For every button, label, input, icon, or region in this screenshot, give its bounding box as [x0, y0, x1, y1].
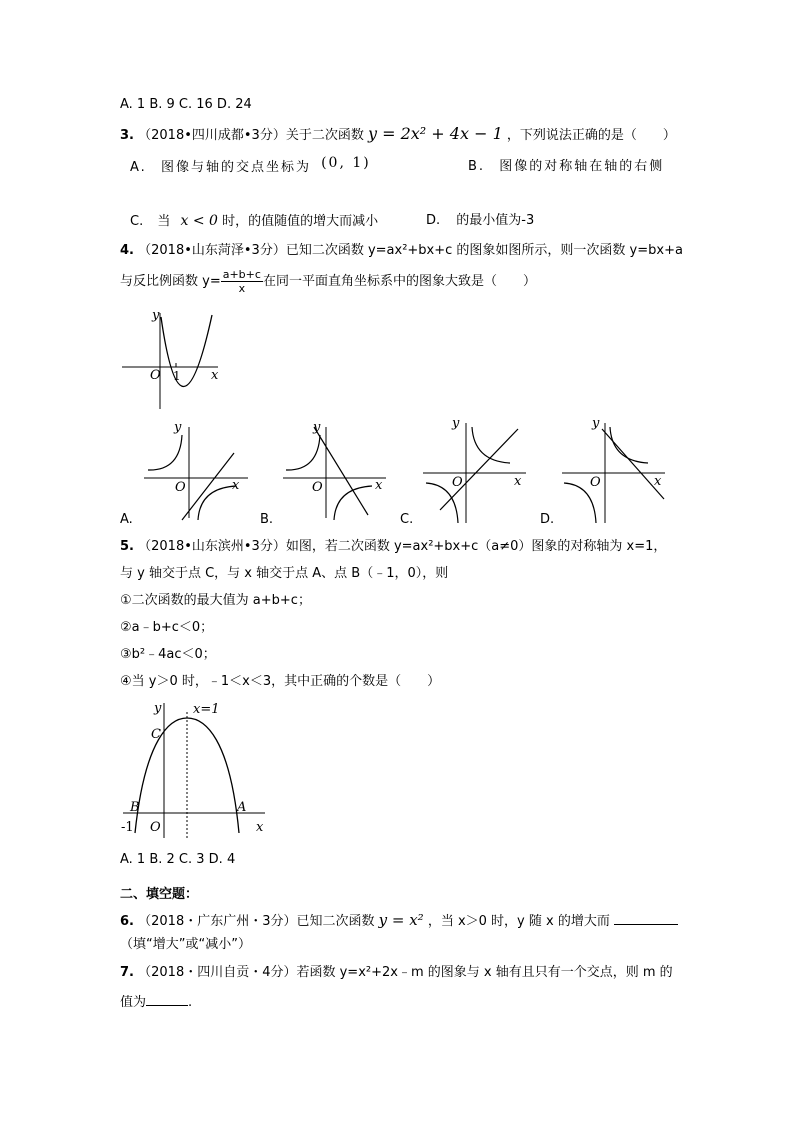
- section-title: 二、填空题：: [120, 887, 199, 902]
- option-c-graph: [423, 416, 526, 523]
- svg-text:y: y: [174, 420, 182, 435]
- svg-text:O: O: [590, 475, 601, 490]
- x-label: x: [256, 820, 264, 835]
- q6-line1: [120, 911, 678, 931]
- symmetry-label: x=1: [193, 702, 220, 717]
- q7-line2-post: .: [188, 995, 193, 1010]
- svg-text:O: O: [452, 475, 463, 490]
- q4-fraction: [221, 268, 263, 295]
- q5-line1-text: （2018•山东滨州•3分）如图，若二次函数 y=ax²+bx+c（a≠0）图象的对称轴为 x=1，: [138, 539, 667, 554]
- q4-option-b-label: B.: [260, 512, 274, 527]
- y-label: y: [152, 308, 160, 323]
- q6-number: 6.: [120, 914, 134, 929]
- svg-text:x: x: [654, 474, 662, 489]
- svg-text:x: x: [375, 478, 383, 493]
- q3-option-c-math: x < 0: [180, 213, 218, 229]
- q4-option-graphs: [118, 415, 678, 530]
- tick-one-label: 1: [173, 369, 181, 383]
- q3-option-b: [468, 158, 664, 176]
- q4-line2-post: 在同一平面直角坐标系中的图象大致是（ ）: [262, 274, 536, 289]
- q6-answer-blank[interactable]: [614, 924, 678, 925]
- q3-option-b-label: B.: [468, 159, 486, 174]
- q3-option-c-text: 时，的值随值的增大而减小: [222, 214, 379, 229]
- q7-line1: [120, 964, 673, 982]
- q5-parabola-graph: [115, 698, 275, 840]
- point-b-label: B: [130, 800, 140, 815]
- q5-statement-3: ③b²﹣4ac＜0；: [120, 647, 216, 662]
- q3-number: 3.: [120, 128, 134, 143]
- option-a-graph: [144, 420, 248, 520]
- q3-formula: y = 2x² + 4x − 1: [367, 124, 503, 143]
- q5-number: 5.: [120, 539, 134, 554]
- q7-number: 7.: [120, 965, 134, 980]
- q7-line1-text: （2018・四川自贡・4分）若函数 y=x²+2x﹣m 的图象与 x 轴有且只有一个交点，则 m 的: [138, 965, 673, 980]
- q3-option-c: [130, 212, 378, 231]
- q5-options: A. 1 B. 2 C. 3 D. 4: [120, 852, 236, 867]
- parabola-curve: [161, 315, 212, 387]
- q3-option-a-text: 图像与轴的交点坐标为: [160, 160, 311, 175]
- x-label: x: [211, 368, 219, 383]
- q4-frac-den: x: [238, 282, 246, 295]
- q4-option-a-label: A.: [120, 512, 133, 527]
- q6-text-a: （2018・广东广州・3分）已知二次函数: [138, 914, 375, 929]
- q4-line2: [120, 268, 536, 295]
- q4-frac-num: a+b+c: [222, 268, 261, 281]
- q4-line2-pre: 与反比例函数 y=: [120, 274, 221, 289]
- q4-number: 4.: [120, 243, 134, 258]
- q3-option-d-text: 的最小值为-3: [456, 213, 535, 228]
- svg-text:y: y: [592, 416, 600, 431]
- q7-answer-blank[interactable]: [146, 1005, 188, 1006]
- q4-line1: [120, 242, 683, 260]
- neg-one-label: -1: [121, 820, 134, 835]
- svg-text:O: O: [312, 480, 323, 495]
- q7-line2: [120, 994, 192, 1012]
- q3-option-d: [426, 212, 534, 230]
- q3-option-a-label: A.: [130, 160, 147, 175]
- q4-option-c-label: C.: [400, 512, 414, 527]
- svg-text:x: x: [232, 478, 240, 493]
- svg-text:O: O: [175, 480, 186, 495]
- origin-label: O: [150, 368, 161, 383]
- q5-line2: 与 y 轴交于点 C，与 x 轴交于点 A、点 B（﹣1，0），则: [120, 566, 449, 581]
- q5-statement-2: ②a﹣b+c＜0；: [120, 620, 214, 635]
- y-label: y: [154, 701, 162, 716]
- q4-line1-text: （2018•山东菏泽•3分）已知二次函数 y=ax²+bx+c 的图象如图所示，则一次函数 y=bx+a: [138, 243, 683, 258]
- q2-options: A. 1 B. 9 C. 16 D. 24: [120, 97, 252, 112]
- q3-option-a-math: (0, 1): [321, 155, 371, 171]
- q4-option-d-label: D.: [540, 512, 555, 527]
- q3-option-b-text: 图像的对称轴在轴的右侧: [499, 159, 665, 174]
- svg-text:y: y: [452, 416, 460, 431]
- q5-statement-1: ①二次函数的最大值为 a+b+c；: [120, 593, 311, 608]
- point-c-label: C: [151, 727, 161, 742]
- q4-parabola-graph: [118, 305, 228, 415]
- svg-text:y: y: [313, 420, 321, 435]
- q3-text-b: ，下列说法正确的是（ ）: [506, 128, 676, 143]
- q6-line2: （填“增大”或“减小”）: [120, 937, 251, 952]
- q5-line1: [120, 538, 666, 556]
- q6-formula: y = x²: [378, 911, 424, 929]
- q3-option-c-label: C.: [130, 214, 144, 229]
- svg-text:x: x: [514, 474, 522, 489]
- q7-line2-pre: 值为: [120, 995, 147, 1010]
- q3-option-a: [130, 155, 371, 177]
- option-b-graph: [283, 420, 386, 520]
- q3-stem: [120, 125, 676, 145]
- q3-option-c-pre: 当: [157, 214, 171, 229]
- q6-text-b: ，当 x＞0 时，y 随 x 的增大而: [427, 914, 610, 929]
- point-a-label: A: [237, 800, 247, 815]
- option-d-graph: [562, 416, 665, 523]
- q5-statement-4: ④当 y＞0 时，﹣1＜x＜3，其中正确的个数是（ ）: [120, 674, 441, 689]
- origin-label: O: [150, 820, 161, 835]
- q3-option-d-label: D.: [426, 213, 441, 228]
- q3-text-a: （2018•四川成都•3分）关于二次函数: [138, 128, 364, 143]
